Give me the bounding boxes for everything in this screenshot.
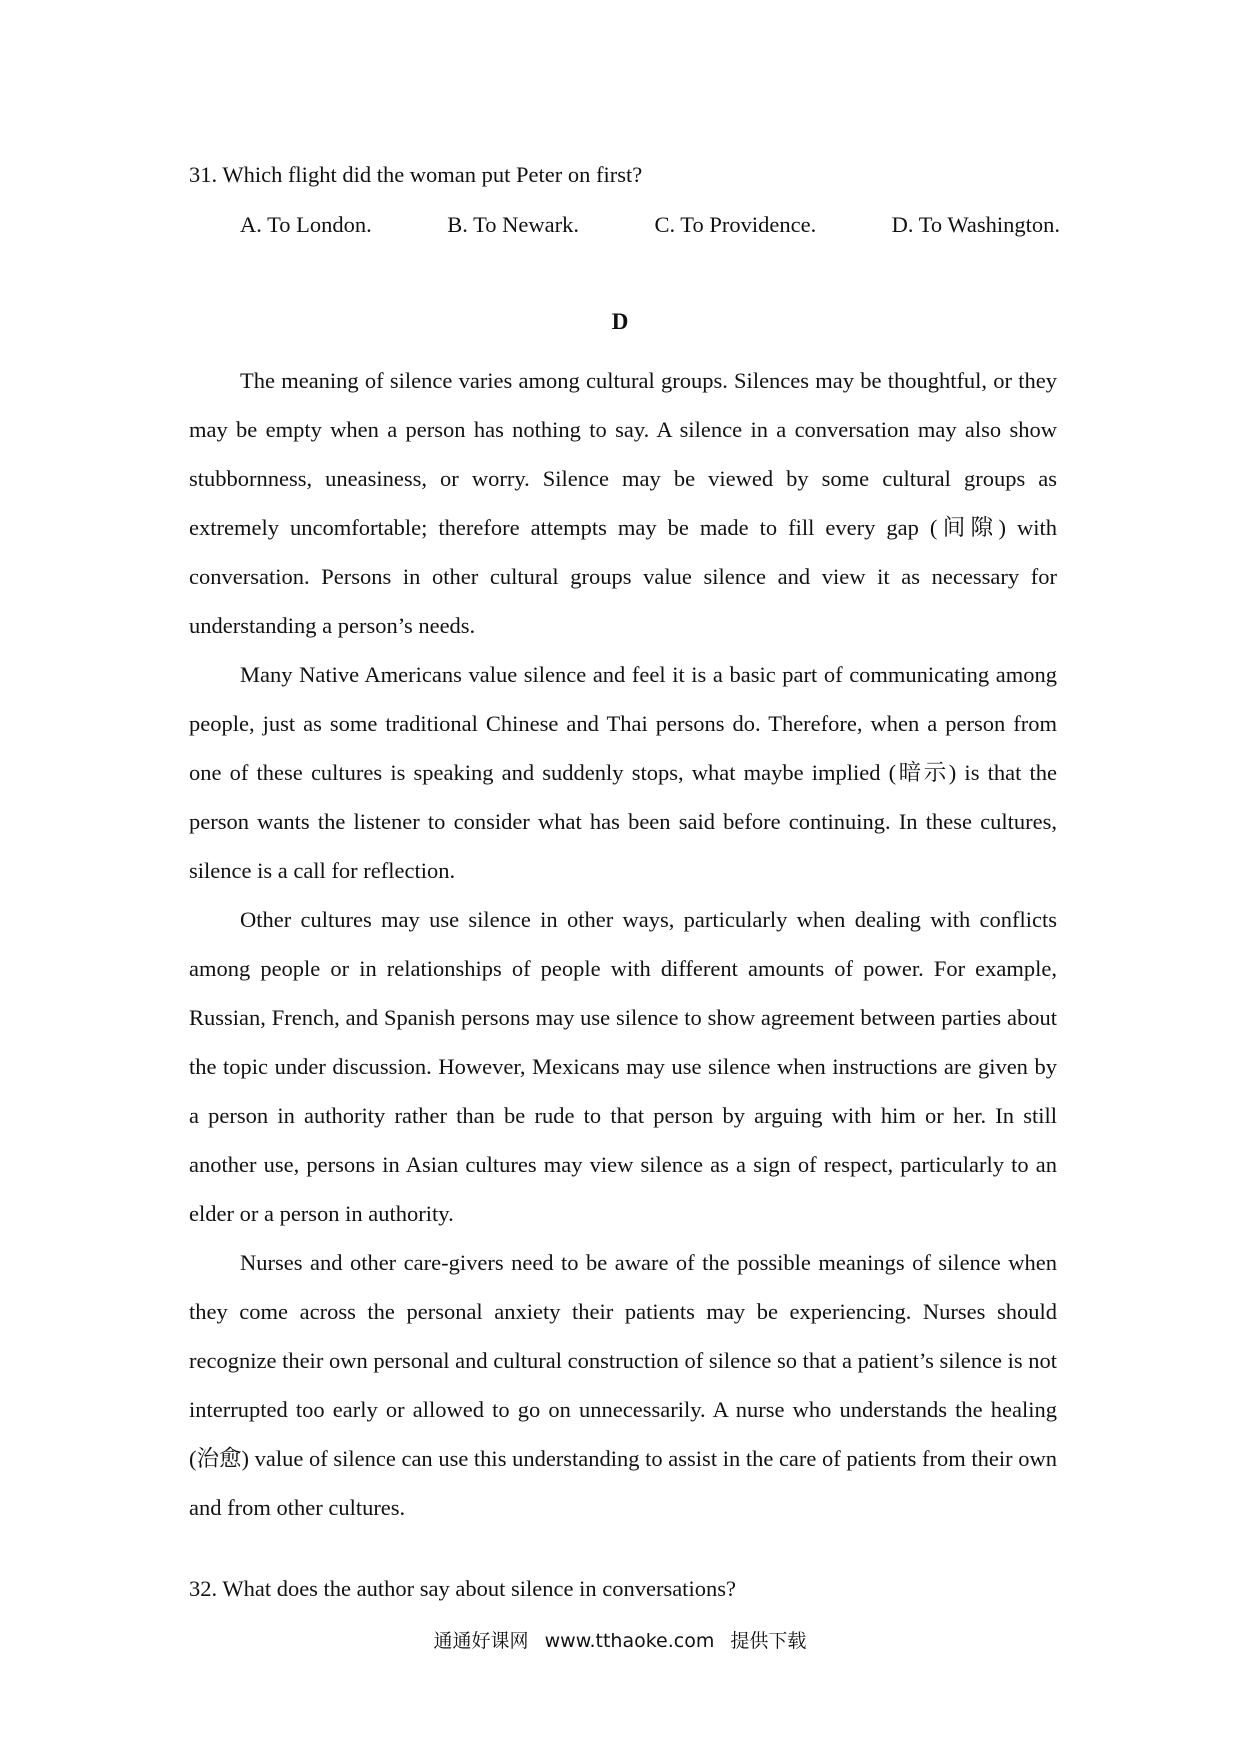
page-footer [0, 1628, 1240, 1654]
footer-site-name: 通通好课网 [433, 1630, 529, 1652]
section-heading: D [611, 309, 629, 334]
paragraph-2: Many Native Americans value silence and feel it is a basic part of communicating among people, just as some traditional Chinese and Thai persons do. Therefore, when a person from one of these cultures is speaking and suddenly stops, what maybe implied (暗示) is that the person wants the listener to consider what has been said before continuing. In these cultures, silence is a call for reflection. [189, 662, 1057, 883]
option-c: C. To Providence. [654, 212, 817, 237]
option-b: B. To Newark. [447, 212, 579, 237]
option-d: D. To Washington. [891, 212, 1060, 237]
paragraph-3: Other cultures may use silence in other ways, particularly when dealing with conflicts among people or in relationships of people with different amounts of power. For example, Russian, French, and Spanish persons may use silence to show agreement between parties about the topic under discussion. However, Mexicans may use silence when instructions are given by a person in authority rather than be rude to that person by arguing with him or her. In still another use, persons in Asian cultures may view silence as a sign of respect, particularly to an elder or a person in authority. [189, 907, 1057, 1226]
reading-passage [189, 356, 1057, 1532]
paragraph-1: The meaning of silence varies among cultural groups. Silences may be thoughtful, or they may be empty when a person has nothing to say. A silence in a conversation may also show stubbornness, uneasiness, or worry. Silence may be viewed by some cultural groups as extremely uncomfortable; therefore attempts may be made to fill every gap (间隙) with conversation. Persons in other cultural groups value silence and view it as necessary for understanding a person’s needs. [189, 368, 1057, 638]
footer-suffix: 提供下载 [730, 1630, 807, 1652]
option-a: A. To London. [240, 212, 372, 237]
question-32: 32. What does the author say about silence in conversations? [189, 1576, 736, 1601]
question-31: 31. Which flight did the woman put Peter on first? [189, 162, 643, 187]
paragraph-4: Nurses and other care-givers need to be aware of the possible meanings of silence when they come across the personal anxiety their patients may be experiencing. Nurses should recognize their own personal and cultural construction of silence so that a patient’s silence is not interrupted too early or allowed to go on unnecessarily. A nurse who understands the healing (治愈) value of silence can use this understanding to assist in the care of patients from their own and from other cultures. [189, 1250, 1057, 1520]
footer-url: www.tthaoke.com [544, 1630, 715, 1652]
question-31-options [240, 210, 1060, 240]
